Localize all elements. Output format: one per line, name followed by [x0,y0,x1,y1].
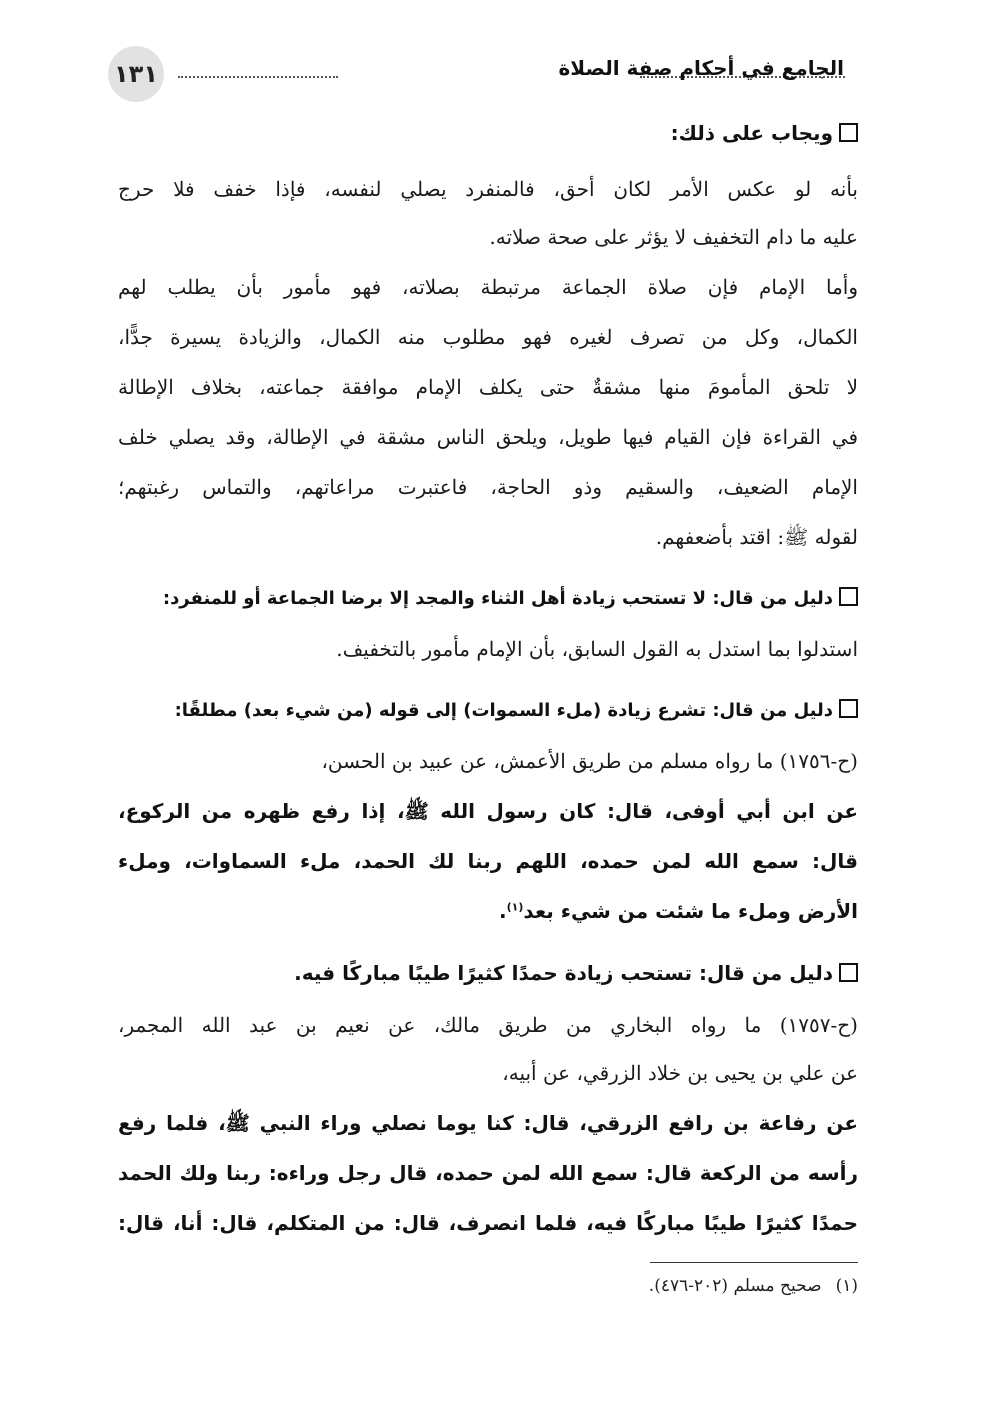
section-heading-evidence-addition-general [118,696,858,726]
footnote [649,1276,858,1296]
body-line: وأما الإمام فإن صلاة الجماعة مرتبطة بصلاته، فهو مأمور بأن يطلب لهم [118,275,858,299]
checkbox-icon [839,587,858,606]
heading-text: ويجاب على ذلك: [670,121,833,145]
running-header-title: الجامع في أحكام صفة الصلاة [558,56,844,80]
checkbox-icon [839,699,858,718]
body-line: لا تلحق المأمومَ منها مشقةٌ حتى يكلف الإمام موافقة جماعته، بخلاف الإطالة [118,375,858,399]
body-line: الإمام الضعيف، والسقيم وذو الحاجة، فاعتبرت مراعاتهم، والتماس رغبتهم؛ [118,475,858,499]
hadith-text-line-last: الأرض وملء ما شئت من شيء بعد$^{(١)}$. [499,899,858,923]
hadith-text-line: عن رفاعة بن رافع الزرقي، قال: كنا يوما نصلي وراء النبي ﷺ، فلما رفع [118,1111,858,1135]
hadith-chain-line: (ح-١٧٥٦) ما رواه مسلم من طريق الأعمش، عن عبيد بن الحسن، [321,749,858,773]
hadith-text-line: عن ابن أبي أوفى، قال: كان رسول الله ﷺ، إذا رفع ظهره من الركوع، [118,799,858,823]
heading-text: دليل من قال: تشرع زيادة (ملء السموات) إلى قوله (من شيء بعد) مطلقًا: [174,700,833,721]
body-line: لقوله ﷺ: اقتد بأضعفهم. [655,525,858,549]
hadith-chain-line: عن علي بن يحيى بن خلاد الزرقي، عن أبيه، [502,1061,858,1085]
footnote-text: صحيح مسلم (٢٠٢-٤٧٦). [648,1276,822,1296]
footnote-ref[interactable]: (١) [506,900,524,914]
body-line: بأنه لو عكس الأمر لكان أحق، فالمنفرد يصلي لنفسه، فإذا خفف فلا حرج [118,177,858,201]
section-heading-evidence-praise [118,958,858,988]
body-line: عليه ما دام التخفيف لا يؤثر على صحة صلاته. [489,225,858,249]
checkbox-icon [839,963,858,982]
checkbox-icon [839,123,858,142]
page-number-badge: ١٣١ [108,46,164,102]
footnote-separator [650,1262,858,1263]
hadith-text-line: حمدًا كثيرًا طيبًا مباركًا فيه، فلما انصرف، قال: من المتكلم، قال: أنا، قال: [118,1211,858,1235]
heading-text: دليل من قال: لا تستحب زيادة أهل الثناء والمجد إلا برضا الجماعة أو للمنفرد: [162,588,833,609]
body-line: في القراءة فإن القيام فيها طويل، ويلحق الناس مشقة في الإطالة، وقد يصلي خلف [118,425,859,449]
header-dotted-leader-left [178,76,338,78]
hadith-text-line: رأسه من الركعة قال: سمع الله لمن حمده، قال رجل وراءه: ربنا ولك الحمد [118,1161,858,1185]
hadith-text-line: قال: سمع الله لمن حمده، اللهم ربنا لك الحمد، ملء السماوات، وملء [118,849,858,873]
body-line: الكمال، وكل من تصرف لغيره فهو مطلوب منه الكمال، والزيادة يسيرة جدًّا، [118,325,858,349]
footnote-number: (١) [835,1276,858,1296]
body-line: استدلوا بما استدل به القول السابق، بأن الإمام مأمور بالتخفيف. [336,637,858,661]
hadith-text: الأرض وملء ما شئت من شيء بعد [523,899,858,923]
heading-text: دليل من قال: تستحب زيادة حمدًا كثيرًا طيبًا مباركًا فيه. [294,961,833,985]
section-heading-reply [118,118,858,148]
section-heading-evidence-no-addition [118,584,858,614]
hadith-chain-line: (ح-١٧٥٧) ما رواه البخاري من طريق مالك، عن نعيم بن عبد الله المجمر، [118,1013,858,1037]
